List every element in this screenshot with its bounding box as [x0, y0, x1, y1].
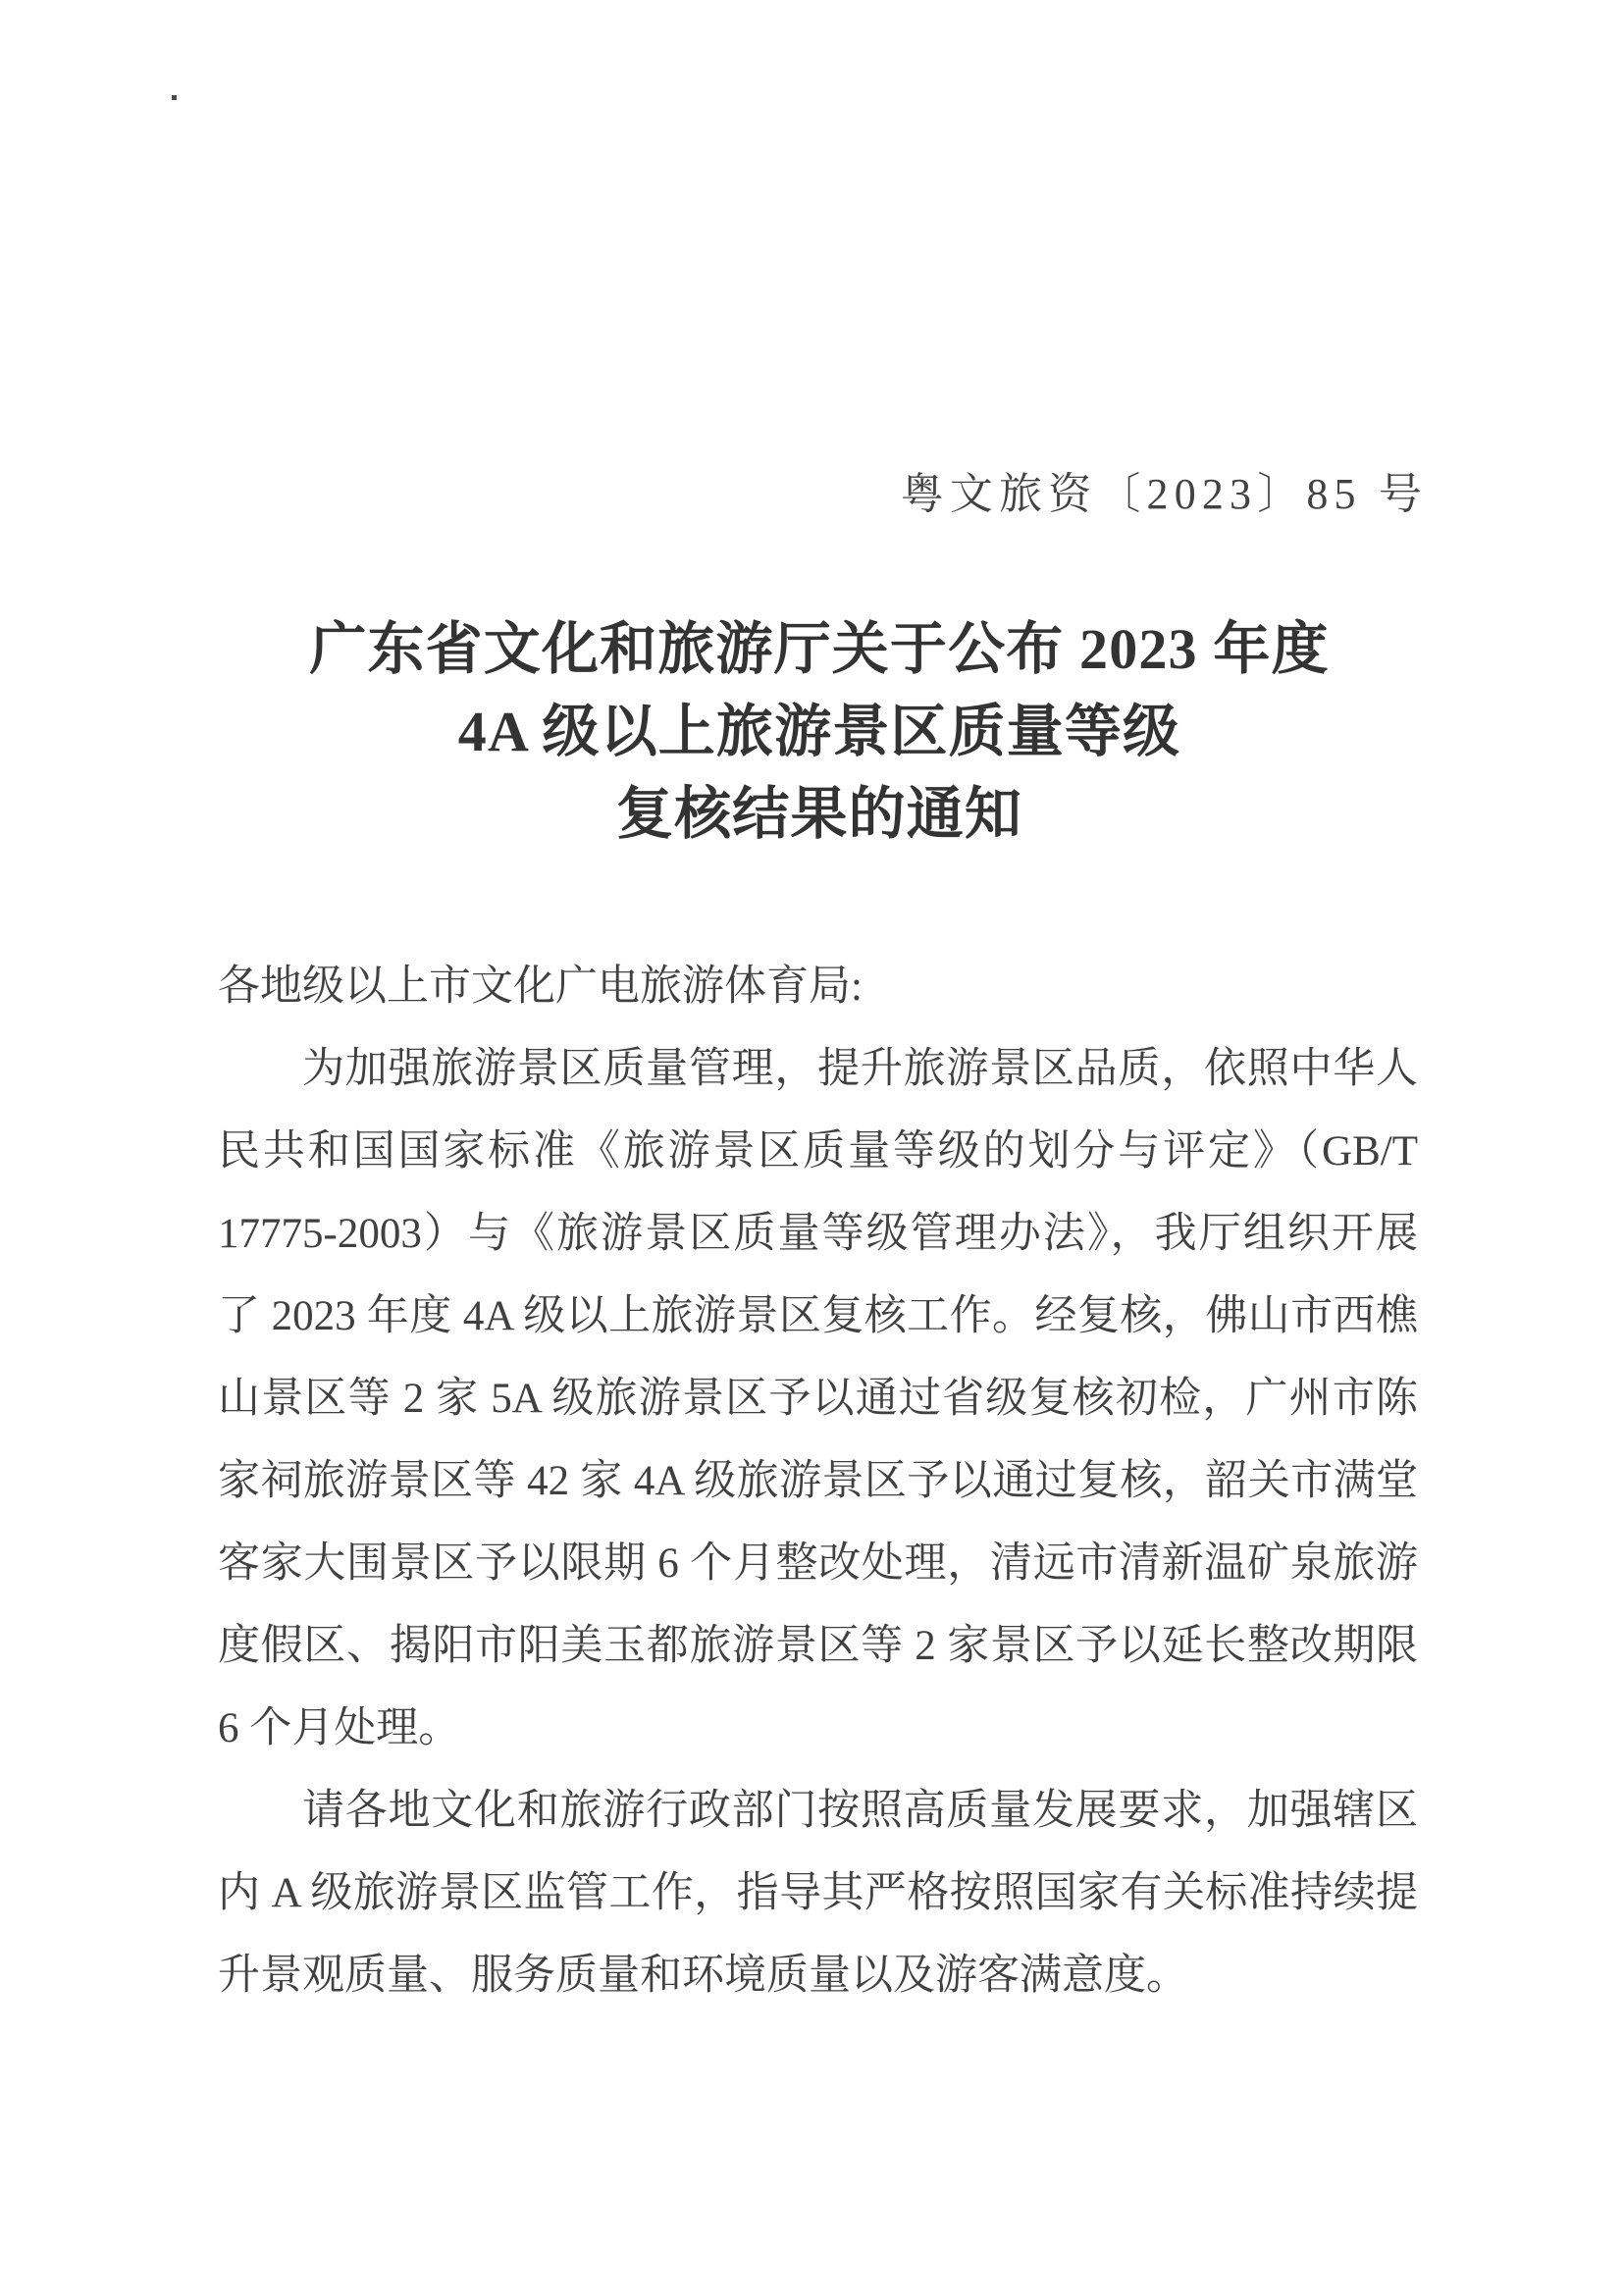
- body-line: 内 A 级旅游景区监管工作，指导其严格按照国家有关标准持续提: [218, 1870, 1418, 1916]
- body-line: 了 2023 年度 4A 级以上旅游景区复核工作。经复核，佛山市西樵: [218, 1293, 1418, 1339]
- notice-title-line-2: 4A 级以上旅游景区质量等级: [457, 700, 1181, 763]
- body-line: 客家大围景区予以限期 6 个月整改处理，清远市清新温矿泉旅游: [218, 1540, 1418, 1587]
- body-line: 为加强旅游景区质量管理，提升旅游景区品质，依照中华人: [302, 1046, 1418, 1092]
- salutation: 各地级以上市文化广电旅游体育局:: [218, 964, 863, 1010]
- paragraph-2: [218, 1770, 1418, 2017]
- body-line: 山景区等 2 家 5A 级旅游景区予以通过省级复核初检，广州市陈: [218, 1376, 1418, 1422]
- notice-title-line-1: 广东省文化和旅游厅关于公布 2023 年度: [309, 617, 1330, 681]
- body-line: 请各地文化和旅游行政部门按照高质量发展要求，加强辖区: [302, 1788, 1418, 1834]
- notice-title-line-3: 复核结果的通知: [615, 782, 1023, 846]
- body-line: 度假区、揭阳市阳美玉都旅游景区等 2 家景区予以延长整改期限: [218, 1623, 1418, 1669]
- scan-speck: [172, 95, 177, 100]
- body-line: 17775-2003）与《旅游景区质量等级管理办法》，我厅组织开展: [218, 1211, 1418, 1257]
- notice-title: [16, 608, 1623, 856]
- body-line: 民共和国国家标准《旅游景区质量等级的划分与评定》（GB/T: [218, 1128, 1418, 1174]
- notice-body: [218, 946, 1418, 2017]
- body-line: 6 个月处理。: [218, 1705, 461, 1751]
- body-line: 家祠旅游景区等 42 家 4A 级旅游景区予以通过复核，韶关市满堂: [218, 1458, 1418, 1504]
- body-line: 升景观质量、服务质量和环境质量以及游客满意度。: [218, 1953, 1188, 1999]
- paragraph-1: [218, 1028, 1418, 1770]
- document-reference-number: 粤文旅资〔2023〕85 号: [900, 470, 1428, 518]
